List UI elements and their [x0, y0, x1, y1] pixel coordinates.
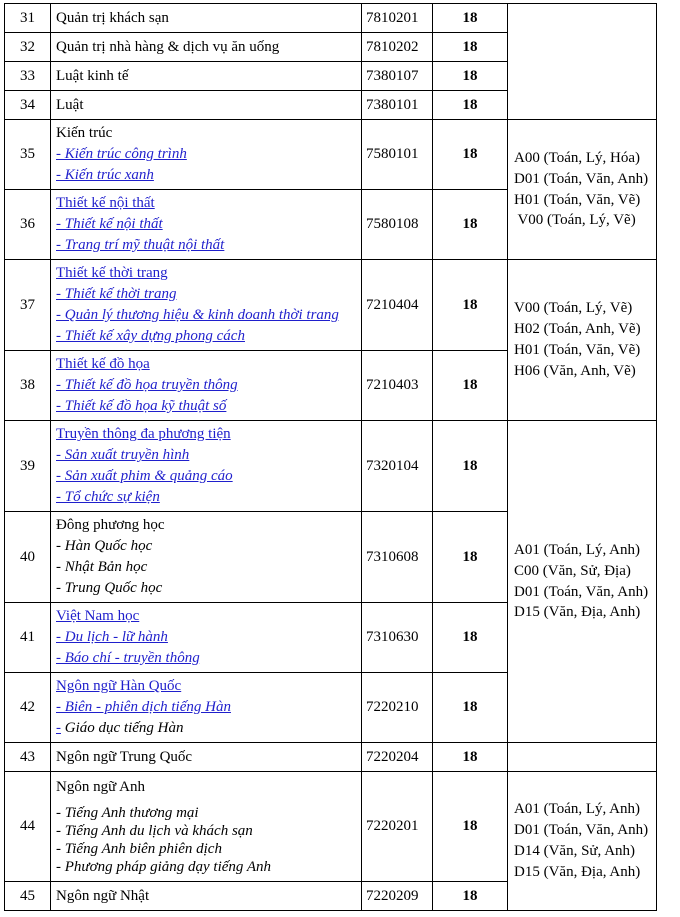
program-name — [51, 603, 362, 673]
score: 18 — [433, 673, 508, 743]
combo-item: A01 (Toán, Lý, Anh) — [514, 541, 641, 558]
program-code: 7310608 — [362, 512, 433, 603]
combo-item: V00 (Toán, Lý, Vẽ) — [514, 212, 636, 229]
program-name: Luật kinh tế — [51, 62, 362, 91]
program-name: Quản trị nhà hàng & dịch vụ ăn uống — [51, 33, 362, 62]
score: 18 — [433, 882, 508, 911]
program-code: 7380107 — [362, 62, 433, 91]
specialization: - Trung Quốc học — [56, 579, 163, 596]
program-name — [51, 772, 362, 882]
program-name: Ngôn ngữ Nhật — [51, 882, 362, 911]
table-row — [5, 421, 657, 512]
program-name: Luật — [51, 91, 362, 120]
program-title-link[interactable]: Thiết kế nội thất — [56, 195, 155, 212]
program-code: 7580108 — [362, 190, 433, 260]
table-row — [5, 4, 657, 33]
score: 18 — [433, 91, 508, 120]
program-code: 7220204 — [362, 743, 433, 772]
program-code: 7810202 — [362, 33, 433, 62]
program-title-link[interactable]: Việt Nam học — [56, 608, 140, 625]
program-title: Đông phương học — [56, 517, 165, 534]
program-title-link[interactable]: Thiết kế đồ họa — [56, 356, 150, 373]
program-code: 7580101 — [362, 120, 433, 190]
specialization-link[interactable]: - Báo chí - truyền thông — [56, 649, 200, 666]
row-number: 41 — [5, 603, 51, 673]
program-code: 7220210 — [362, 673, 433, 743]
score: 18 — [433, 351, 508, 421]
dash-link[interactable]: - — [56, 719, 61, 736]
subject-combinations — [508, 120, 657, 260]
specialization-link[interactable]: - Du lịch - lữ hành — [56, 629, 168, 646]
row-number: 39 — [5, 421, 51, 512]
specialization-link[interactable]: - Thiết kế thời trang — [56, 286, 177, 303]
specialization: - Phương pháp giảng dạy tiếng Anh — [56, 858, 272, 875]
admission-table — [4, 3, 657, 911]
score: 18 — [433, 62, 508, 91]
program-name — [51, 673, 362, 743]
specialization-link[interactable]: - Kiến trúc công trình — [56, 146, 187, 163]
combo-item: H01 (Toán, Văn, Vẽ) — [514, 342, 641, 358]
program-title: Ngôn ngữ Anh — [56, 779, 145, 796]
program-name — [51, 260, 362, 351]
specialization-link[interactable]: - Biên - phiên dịch tiếng Hàn — [56, 699, 231, 716]
program-name: Quản trị khách sạn — [51, 4, 362, 33]
specialization: - Nhật Bản học — [56, 559, 148, 575]
specialization: - Tiếng Anh biên phiên dịch — [56, 840, 222, 857]
program-code: 7380101 — [362, 91, 433, 120]
combo-cell-empty — [508, 743, 657, 772]
table-row — [5, 120, 657, 190]
combo-item: A01 (Toán, Lý, Anh) — [514, 801, 641, 818]
row-number: 44 — [5, 772, 51, 882]
program-code: 7210404 — [362, 260, 433, 351]
program-code: 7810201 — [362, 4, 433, 33]
specialization: - Tiếng Anh thương mại — [56, 804, 199, 821]
specialization-link[interactable]: - Thiết kế đồ họa kỹ thuật số — [56, 397, 227, 414]
specialization-text: Giáo dục tiếng Hàn — [64, 719, 184, 736]
specialization-link[interactable]: - Sản xuất truyền hình — [56, 447, 190, 464]
score: 18 — [433, 260, 508, 351]
score: 18 — [433, 743, 508, 772]
score: 18 — [433, 603, 508, 673]
specialization-link[interactable]: - Thiết kế xây dựng phong cách — [56, 327, 245, 344]
row-number: 36 — [5, 190, 51, 260]
subject-combinations — [508, 421, 657, 743]
combo-item: A00 (Toán, Lý, Hóa) — [514, 149, 640, 166]
specialization: - Tiếng Anh du lịch và khách sạn — [56, 822, 253, 839]
program-title: Kiến trúc — [56, 125, 113, 142]
specialization-link[interactable]: - Kiến trúc xanh — [56, 166, 154, 183]
specialization-link[interactable]: - Quản lý thương hiệu & kinh doanh thời trang — [56, 307, 339, 323]
program-name: Ngôn ngữ Trung Quốc — [51, 743, 362, 772]
combo-item: C00 (Văn, Sử, Địa) — [514, 562, 631, 579]
table-row — [5, 743, 657, 772]
combo-item: H02 (Toán, Anh, Vẽ) — [514, 321, 641, 338]
specialization-link[interactable]: - Tổ chức sự kiện — [56, 488, 160, 505]
score: 18 — [433, 120, 508, 190]
program-code: 7210403 — [362, 351, 433, 421]
specialization-link[interactable]: - Thiết kế đồ họa truyền thông — [56, 377, 238, 394]
combo-cell-empty — [508, 4, 657, 120]
program-title-link[interactable]: Thiết kế thời trang — [56, 265, 168, 282]
score: 18 — [433, 421, 508, 512]
program-name — [51, 190, 362, 260]
combo-item: H06 (Văn, Anh, Vẽ) — [514, 362, 636, 379]
score: 18 — [433, 33, 508, 62]
row-number: 33 — [5, 62, 51, 91]
program-name — [51, 351, 362, 421]
score: 18 — [433, 512, 508, 603]
program-code: 7320104 — [362, 421, 433, 512]
specialization-link[interactable]: - Sản xuất phim & quảng cáo — [56, 468, 233, 484]
program-code: 7220201 — [362, 772, 433, 882]
combo-item: D14 (Văn, Sử, Anh) — [514, 843, 636, 859]
row-number: 34 — [5, 91, 51, 120]
combo-item: D15 (Văn, Địa, Anh) — [514, 604, 641, 621]
row-number: 40 — [5, 512, 51, 603]
combo-item: D01 (Toán, Văn, Anh) — [514, 822, 649, 839]
combo-item: D15 (Văn, Địa, Anh) — [514, 863, 641, 880]
row-number: 42 — [5, 673, 51, 743]
program-name — [51, 120, 362, 190]
program-name — [51, 512, 362, 603]
specialization — [56, 718, 361, 739]
program-code: 7310630 — [362, 603, 433, 673]
combo-item: V00 (Toán, Lý, Vẽ) — [514, 300, 633, 317]
row-number: 43 — [5, 743, 51, 772]
row-number: 32 — [5, 33, 51, 62]
program-title-link[interactable]: Ngôn ngữ Hàn Quốc — [56, 678, 182, 695]
program-code: 7220209 — [362, 882, 433, 911]
table-row — [5, 772, 657, 882]
score: 18 — [433, 4, 508, 33]
row-number: 45 — [5, 882, 51, 911]
table-row — [5, 260, 657, 351]
score: 18 — [433, 190, 508, 260]
row-number: 35 — [5, 120, 51, 190]
subject-combinations — [508, 772, 657, 911]
combo-item: D01 (Toán, Văn, Anh) — [514, 170, 649, 187]
combo-item: D01 (Toán, Văn, Anh) — [514, 583, 649, 600]
score: 18 — [433, 772, 508, 882]
specialization-link[interactable]: - Thiết kế nội thất — [56, 216, 163, 233]
program-title-link[interactable]: Truyền thông đa phương tiện — [56, 426, 231, 443]
program-name — [51, 421, 362, 512]
combo-item: H01 (Toán, Văn, Vẽ) — [514, 191, 641, 208]
specialization-link[interactable]: - Trang trí mỹ thuật nội thất — [56, 236, 225, 253]
row-number: 38 — [5, 351, 51, 421]
subject-combinations — [508, 260, 657, 421]
specialization: - Hàn Quốc học — [56, 538, 153, 555]
row-number: 31 — [5, 4, 51, 33]
row-number: 37 — [5, 260, 51, 351]
